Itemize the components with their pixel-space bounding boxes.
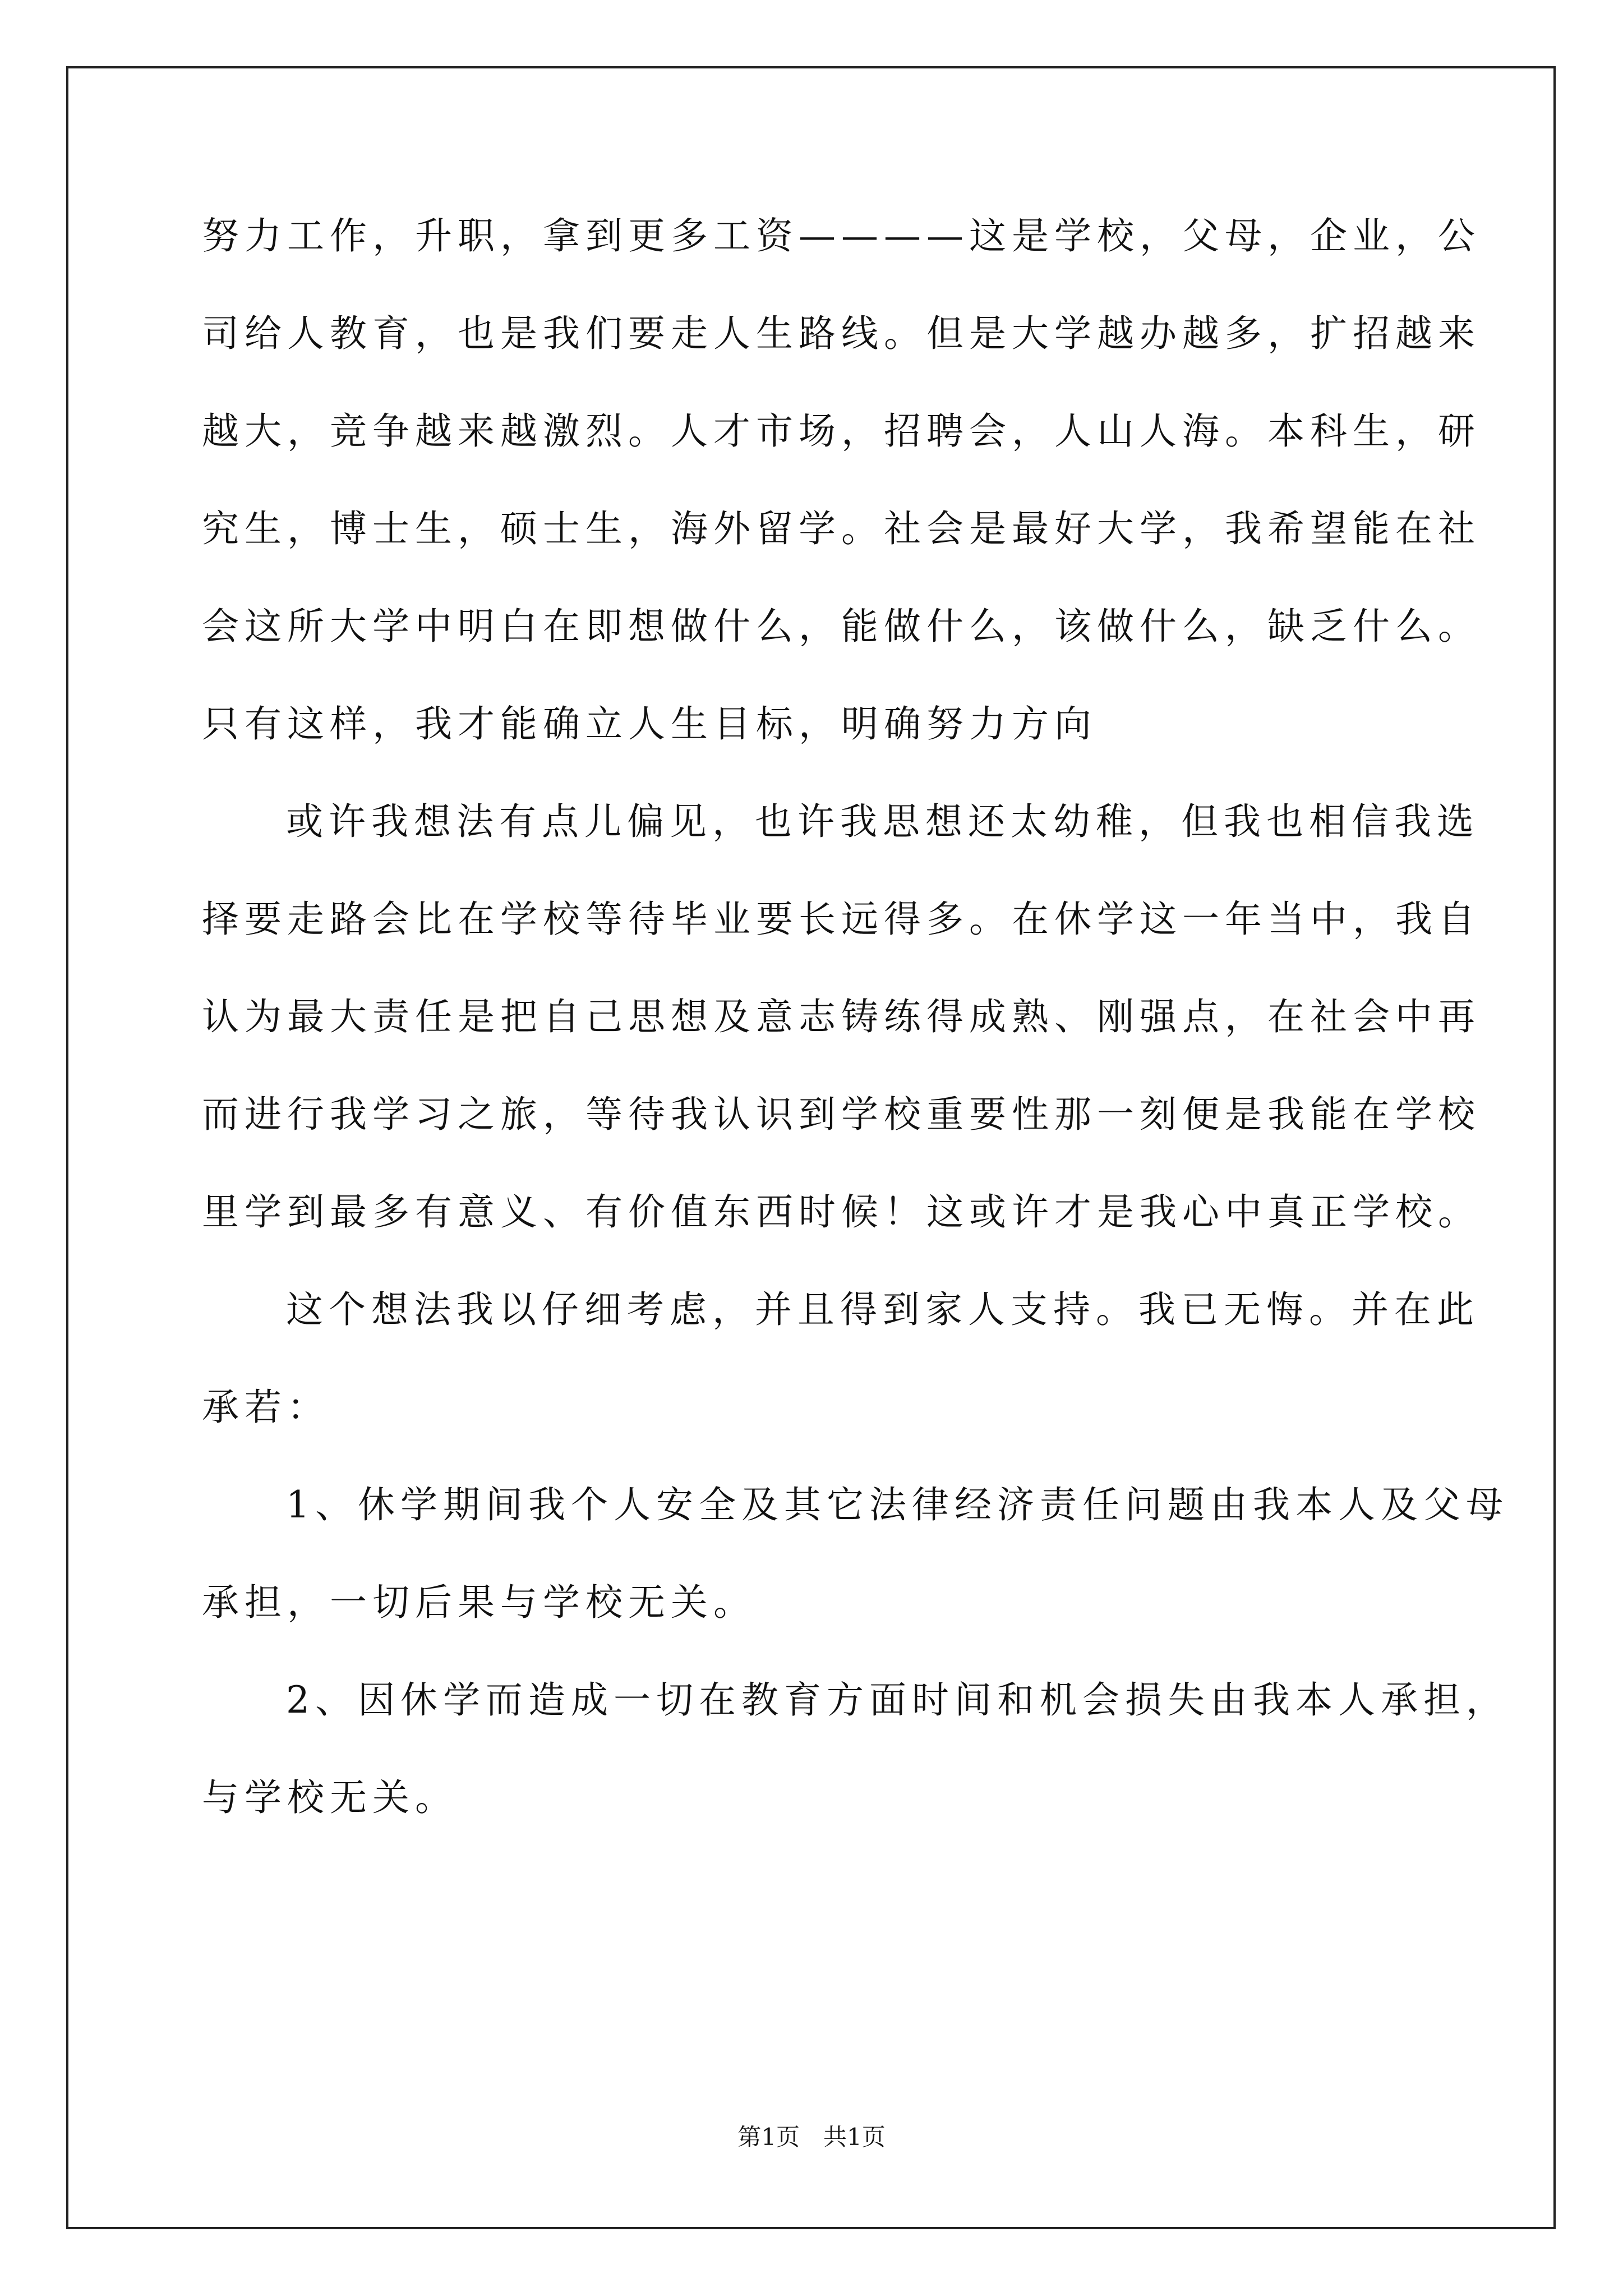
paragraph-start-line: 这个想法我以仔细考虑，并且得到家人支持。我已无悔。并在此 [286,1288,1479,1331]
document-body [202,214,1509,1877]
list-item-2-line: 2、因休学而造成一切在教育方面时间和机会损失由我本人承担， [286,1678,1509,1722]
text-line: 择要走路会比在学校等待毕业要长远得多。在休学这一年当中，我自 [202,898,1481,941]
text-line: 究生，博士生，硕士生，海外留学。社会是最好大学，我希望能在社 [202,507,1481,550]
text-line: 只有这样，我才能确立人生目标，明确努力方向 [202,702,1097,746]
paragraph-start-line: 或许我想法有点儿偏见，也许我思想还太幼稚，但我也相信我选 [286,800,1479,843]
text-line: 承若： [202,1386,330,1429]
text-line: 里学到最多有意义、有价值东西时候！这或许才是我心中真正学校。 [202,1190,1481,1234]
text-line: 越大，竞争越来越激烈。人才市场，招聘会，人山人海。本科生，研 [202,409,1481,453]
text-line: 认为最大责任是把自己思想及意志铸练得成熟、刚强点，在社会中再 [202,995,1481,1038]
page-number-footer: 第1页 共1页 [737,2123,886,2151]
list-item-1-line: 1、休学期间我个人安全及其它法律经济责任问题由我本人及父母 [286,1483,1509,1526]
text-line: 努力工作，升职，拿到更多工资————这是学校，父母，企业，公 [202,214,1481,257]
text-line: 而进行我学习之旅，等待我认识到学校重要性那一刻便是我能在学校 [202,1093,1481,1136]
text-line: 会这所大学中明白在即想做什么，能做什么，该做什么，缺乏什么。 [202,605,1481,648]
text-line: 与学校无关。 [202,1776,458,1819]
text-line: 司给人教育，也是我们要走人生路线。但是大学越办越多，扩招越来 [202,312,1481,355]
text-line: 承担，一切后果与学校无关。 [202,1581,756,1624]
